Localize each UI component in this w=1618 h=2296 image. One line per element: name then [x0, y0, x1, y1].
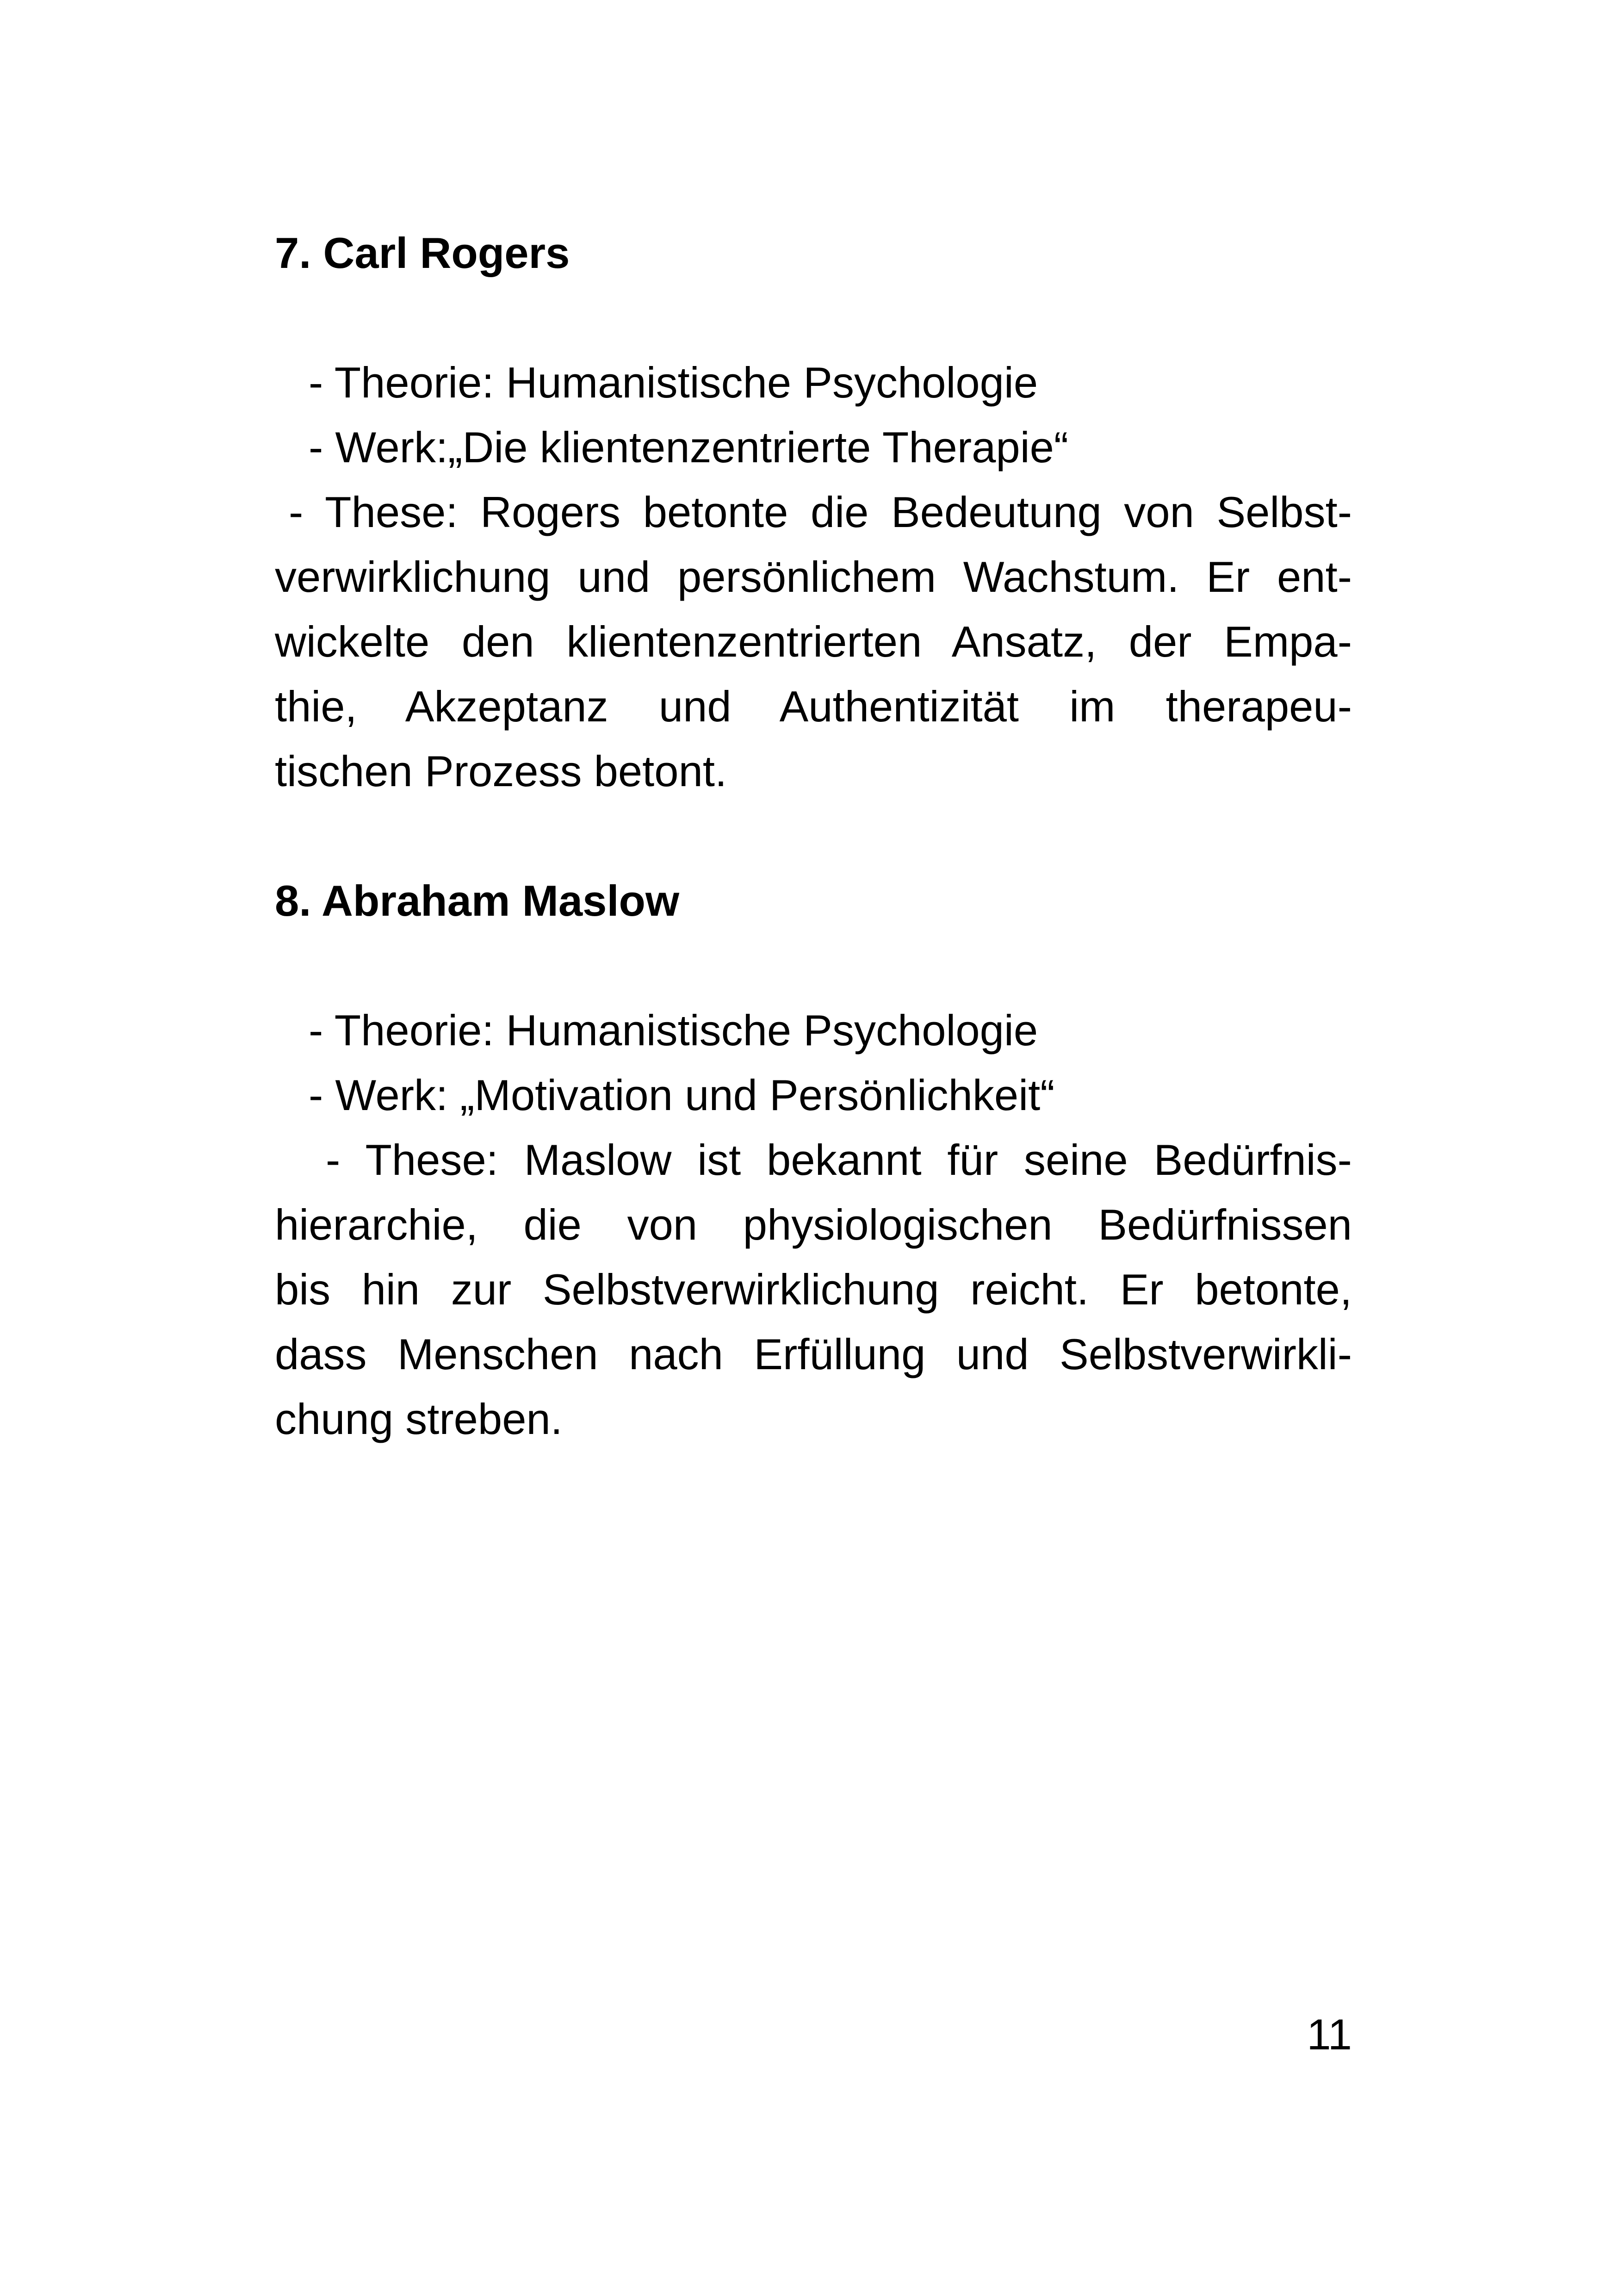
maslow-thesis-line-2: hierarchie, die von physiologischen Bedürfnissen: [275, 1200, 1352, 1249]
maslow-work-line: - Werk: „Motivation und Persönlichkeit“: [309, 1071, 1055, 1119]
rogers-theory-line: - Theorie: Humanistische Psychologie: [309, 358, 1038, 407]
rogers-thesis-line-3: wickelte den klientenzentrierten Ansatz, der Empa-: [275, 617, 1352, 666]
rogers-thesis-line-4: thie, Akzeptanz und Authentizität im therapeu-: [275, 682, 1352, 731]
section-heading-abraham-maslow: 8. Abraham Maslow: [275, 876, 680, 925]
page-number: 11: [1307, 2010, 1352, 2059]
section-heading-carl-rogers: 7. Carl Rogers: [275, 229, 570, 277]
rogers-thesis-line-5: tischen Prozess betont.: [275, 747, 727, 795]
maslow-thesis-line-3: bis hin zur Selbstverwirklichung reicht. Er betonte,: [275, 1265, 1352, 1314]
maslow-thesis-line-5: chung streben.: [275, 1395, 563, 1443]
maslow-theory-line: - Theorie: Humanistische Psychologie: [309, 1006, 1038, 1055]
maslow-thesis-line-1: - These: Maslow ist bekannt für seine Bedürfnis-: [326, 1136, 1352, 1184]
rogers-thesis-line-1: - These: Rogers betonte die Bedeutung von Selbst-: [289, 488, 1352, 536]
rogers-work-line: - Werk:„Die klientenzentrierte Therapie“: [309, 423, 1069, 472]
maslow-thesis-line-4: dass Menschen nach Erfüllung und Selbstverwirkli-: [275, 1330, 1352, 1378]
rogers-thesis-line-2: verwirklichung und persönlichem Wachstum. Er ent-: [275, 552, 1352, 601]
